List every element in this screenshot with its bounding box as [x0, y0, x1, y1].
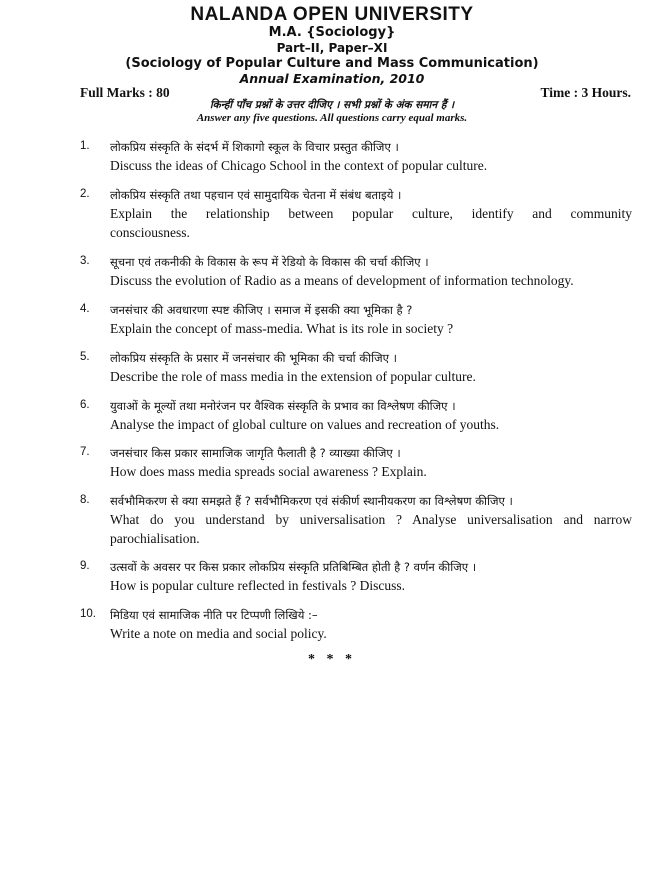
question-english-line-1: Explain the relationship between popular culture, identify and community — [110, 206, 632, 221]
question-number: 1. — [80, 140, 90, 152]
question-hindi: मिडिया एवं सामाजिक नीति पर टिप्पणी लिखिये :– — [110, 608, 318, 622]
question-number: 2. — [80, 188, 90, 200]
subject-title: (Sociology of Popular Culture and Mass Communication) — [125, 56, 539, 71]
question-hindi: लोकप्रिय संस्कृति के प्रसार में जनसंचार की भूमिका की चर्चा कीजिए । — [110, 351, 397, 365]
question-hindi: युवाओं के मूल्यों तथा मनोरंजन पर वैश्विक संस्कृति के प्रभाव का विश्लेषण कीजिए । — [110, 399, 456, 413]
part-paper: Part–II, Paper–XI — [276, 41, 388, 55]
instruction-hindi: किन्हीं पाँच प्रश्नों के उत्तर दीजिए । सभी प्रश्नों के अंक समान हैं । — [209, 99, 455, 111]
question-hindi: सूचना एवं तकनीकी के विकास के रूप में रेडियो के विकास की चर्चा कीजिए । — [110, 255, 429, 269]
question-hindi: सर्वभौमिकरण से क्या समझते हैं ? सर्वभौमिकरण एवं संकीर्ण स्थानीयकरण का विश्लेषण कीजिए । — [110, 494, 513, 508]
question-hindi: जनसंचार की अवधारणा स्पष्ट कीजिए । समाज में इसकी क्या भूमिका है ? — [110, 303, 413, 317]
question-english: Describe the role of mass media in the extension of popular culture. — [110, 369, 476, 384]
question-hindi: लोकप्रिय संस्कृति के संदर्भ में शिकागो स्कूल के विचार प्रस्तुत कीजिए । — [110, 140, 399, 154]
question-1 — [0, 138, 664, 186]
question-list — [0, 138, 664, 654]
instruction-english: Answer any five questions. All questions carry equal marks. — [196, 112, 468, 124]
question-number: 4. — [80, 303, 90, 315]
question-hindi: जनसंचार किस प्रकार सामाजिक जागृति फैलाती है ? व्याख्या कीजिए । — [110, 446, 401, 460]
question-number: 9. — [80, 560, 90, 572]
question-english: Explain the concept of mass-media. What is its role in society ? — [110, 321, 454, 336]
degree-title: M.A. {Sociology} — [268, 25, 396, 40]
question-6 — [0, 397, 664, 444]
question-english: How does mass media spreads social awareness ? Explain. — [110, 464, 427, 479]
question-number: 7. — [80, 446, 90, 458]
question-number: 8. — [80, 494, 90, 506]
question-hindi: उत्सवों के अवसर पर किस प्रकार लोकप्रिय संस्कृति प्रतिबिम्बित होती है ? वर्णन कीजिए । — [110, 560, 477, 574]
question-english-line-2: consciousness. — [110, 225, 190, 240]
question-english-line-1: What do you understand by universalisation ? Analyse universalisation and narrow — [110, 512, 632, 527]
question-english: Write a note on media and social policy. — [110, 626, 327, 641]
question-hindi: लोकप्रिय संस्कृति तथा पहचान एवं सामुदायिक चेतना में संबंध बताइये । — [110, 188, 402, 202]
question-9 — [0, 558, 664, 606]
question-number: 6. — [80, 399, 90, 411]
question-2 — [0, 186, 664, 253]
question-8 — [0, 492, 664, 558]
end-mark: * * * — [308, 652, 356, 667]
exam-title: Annual Examination, 2010 — [239, 71, 425, 86]
question-7 — [0, 444, 664, 492]
question-4 — [0, 301, 664, 349]
question-english: How is popular culture reflected in festivals ? Discuss. — [110, 578, 406, 593]
question-3 — [0, 253, 664, 301]
question-number: 3. — [80, 255, 90, 267]
question-english: Analyse the impact of global culture on values and recreation of youths. — [110, 417, 500, 432]
full-marks: Full Marks : 80 — [80, 85, 170, 100]
question-english-line-2: parochialisation. — [110, 531, 200, 546]
question-5 — [0, 349, 664, 397]
question-number: 10. — [80, 608, 96, 620]
question-number: 5. — [80, 351, 90, 363]
question-10 — [0, 606, 664, 654]
question-english: Discuss the ideas of Chicago School in the context of popular culture. — [110, 158, 488, 173]
question-english: Discuss the evolution of Radio as a means of development of information technology. — [110, 273, 574, 288]
university-name: NALANDA OPEN UNIVERSITY — [190, 4, 474, 25]
time-allowed: Time : 3 Hours. — [540, 85, 631, 100]
